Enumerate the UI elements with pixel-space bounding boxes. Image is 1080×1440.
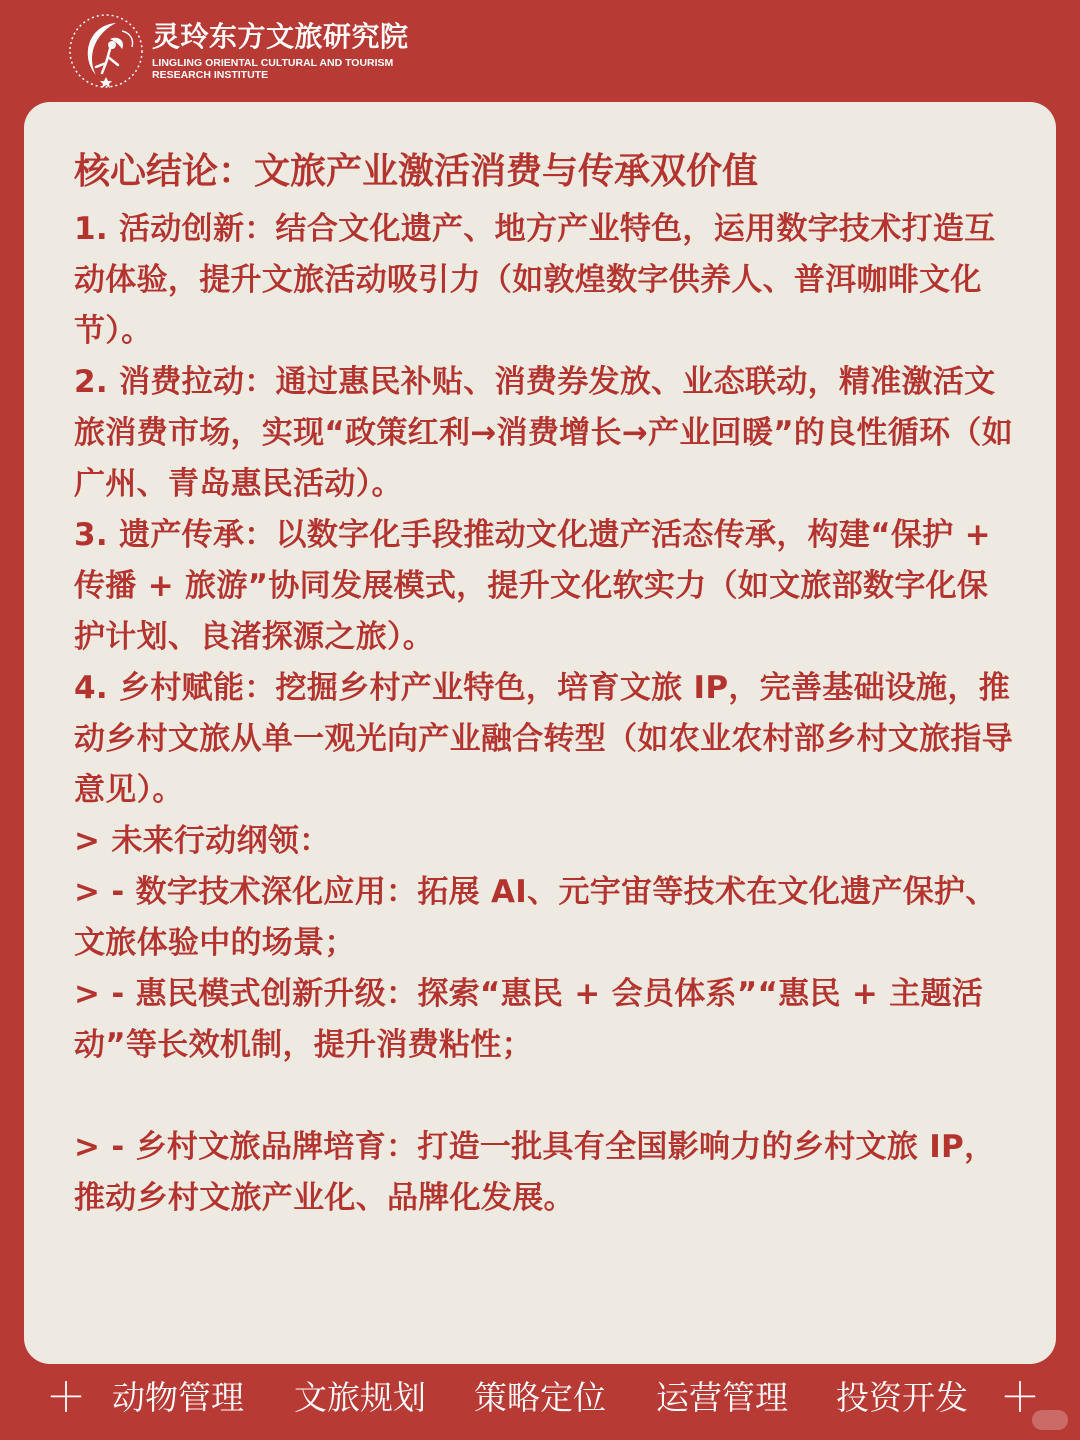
nav-item-operations-management[interactable]: 运营管理 xyxy=(656,1378,788,1417)
paragraph-rural-empowerment: 4. 乡村赋能：挖掘乡村产业特色，培育文旅 IP，完善基础设施，推动乡村文旅从单一观光向产业融合转型（如农业农村部乡村文旅指导意见）。 xyxy=(74,670,1013,808)
action-item-rural-brand: > - 乡村文旅品牌培育：打造一批具有全国影响力的乡村文旅 IP，推动乡村文旅产业化、品牌化发展。 xyxy=(74,1129,996,1216)
org-names xyxy=(152,21,409,81)
action-plan-heading: > 未来行动纲领： xyxy=(74,823,331,859)
nav-item-tourism-planning[interactable]: 文旅规划 xyxy=(294,1378,426,1417)
plus-icon[interactable]: ＋ xyxy=(1000,1375,1040,1421)
blank-line xyxy=(74,1071,1014,1122)
card-content xyxy=(74,144,1014,1224)
watermark-badge xyxy=(1032,1410,1068,1430)
nav-item-animal-management[interactable]: 动物管理 xyxy=(112,1378,244,1417)
action-item-digital-tech: > - 数字技术深化应用：拓展 AI、元宇宙等技术在文化遗产保护、文旅体验中的场景； xyxy=(74,874,997,961)
dancer-crescent-logo-icon xyxy=(66,11,146,91)
nav-item-investment-development[interactable]: 投资开发 xyxy=(836,1378,968,1417)
header xyxy=(66,8,409,94)
org-name-cn: 灵玲东方文旅研究院 xyxy=(152,20,409,53)
bottom-nav xyxy=(0,1364,1080,1440)
action-item-benefit-model: > - 惠民模式创新升级：探索“惠民 + 会员体系”“惠民 + 主题活动”等长效机制，提升消费粘性； xyxy=(74,976,984,1063)
paragraph-heritage-inheritance: 3. 遗产传承：以数字化手段推动文化遗产活态传承，构建“保护 + 传播 + 旅游”协同发展模式，提升文化软实力（如文旅部数字化保护计划、良渚探源之旅）。 xyxy=(74,517,991,655)
content-card xyxy=(24,102,1056,1364)
paragraph-activity-innovation: 1. 活动创新：结合文化遗产、地方产业特色，运用数字技术打造互动体验，提升文旅活动吸引力（如敦煌数字供养人、普洱咖啡文化节）。 xyxy=(74,211,996,349)
nav-item-strategy-positioning[interactable]: 策略定位 xyxy=(474,1378,606,1417)
page-title: 核心结论：文旅产业激活消费与传承双价值 xyxy=(74,151,759,192)
plus-icon[interactable]: ＋ xyxy=(46,1375,86,1421)
org-name-en: LINGLING ORIENTAL CULTURAL AND TOURISM RESEARCH INSTITUTE xyxy=(152,57,394,81)
paragraph-consumption-boost: 2. 消费拉动：通过惠民补贴、消费券发放、业态联动，精准激活文旅消费市场，实现“政策红利→消费增长→产业回暖”的良性循环（如广州、青岛惠民活动）。 xyxy=(74,364,1013,502)
